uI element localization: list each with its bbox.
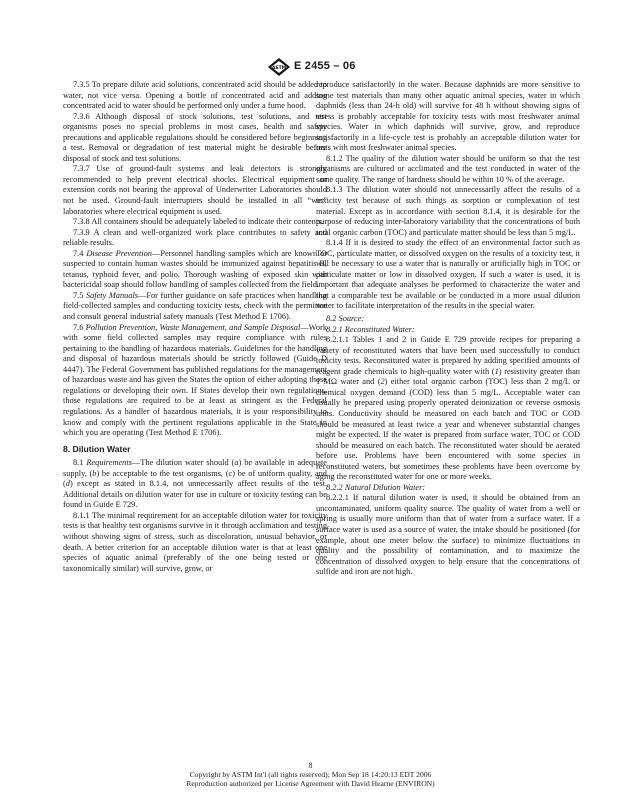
footer-line: Reproduction authorized per License Agreement with David Hearne (ENVIRON): [186, 779, 435, 788]
paragraph: 7.3.7 Use of ground-fault systems and leak detectors is strongly recommended to help prevent electrical shocks. Electrical equipment or extension cords not bearing the approval of Underwriter Laboratories should not be used. Ground-fault interrupters should be installed in all “wet” laboratories where electrical equipment is used.: [63, 164, 327, 216]
paragraph: 8.2.2.1 If natural dilution water is used, it should be obtained from an uncontaminated, uniform quality source. The quality of water from a well or spring is usually more uniform than that of water from a surface water. If a surface water is used as a source of water, the intake should be positioned (for example, about one meter below the surface) to minimize fluctuations in quality and the possibility of contamination, and to maximize the concentration of dissolved oxygen to help ensure that the concentrations of sulfide and iron are not high.: [316, 493, 580, 577]
paragraph: 8.1 Requirements—The dilution water should (a) be available in adequate supply, (b) be acceptable to the test organisms, (c) be of uniform quality, and (d) except as stated in 8.1.4, not unnecessarily affect results of the test. Additional details on dilution water for use in culture or toxicity testing can be found in Guide E 729.: [63, 458, 327, 510]
svg-text:ASTM: ASTM: [271, 66, 287, 71]
subsection-heading: 8.2 Source:: [326, 314, 365, 324]
subsection-heading: 8.2.2 Natural Dilution Water:: [326, 482, 426, 492]
paragraph: 8.1.3 The dilution water should not unnecessarily affect the results of a toxicity test because of such things as sorption or complexation of test material. Except as in accordance with section 8.1.4, it is desirable for the purpose of reducing inter-laboratory variability that the concentrations of both total organic carbon (TOC) and particulate matter should be less than 5 mg/L.: [316, 185, 580, 237]
paragraph: 7.3.8 All containers should be adequately labeled to indicate their contents.: [73, 217, 324, 227]
page-number: 8: [308, 761, 313, 770]
paragraph: 8.1.1 The minimal requirement for an acceptable dilution water for toxicity tests is that healthy test organisms survive in it through acclimation and testing without showing signs of stress, such as discoloration, unusual behavior, or death. A better criterion for an acceptable dilution water is that at least one species of aquatic animal (preferably of the one being tested or one taxonomically similar) will survive, grow, or: [63, 510, 327, 573]
page-header: [0, 58, 621, 78]
copyright-footer: [0, 770, 621, 788]
paragraph: reproduce satisfactorily in the water. Because daphnids are more sensitive to some test materials than many other aquatic animal species, water in which daphnids (less than 24-h old) will survive for 48 h without showing signs of stress is probably acceptable for toxicity tests with most freshwater animal species. Water in which daphnids will survive, grow, and reproduce satisfactorily in a life-cycle test is probably an acceptable dilution water for tests with most freshwater animal species.: [316, 80, 580, 153]
paragraph: 7.3.5 To prepare dilute acid solutions, concentrated acid should be added to water, not vice versa. Opening a bottle of concentrated acid and adding concentrated acid to water should be performed only under a fume hood.: [63, 80, 327, 111]
paragraph: 7.3.9 A clean and well-organized work place contributes to safety and reliable results.: [63, 227, 327, 248]
paragraph: 7.6 Pollution Prevention, Waste Management, and Sample Disposal—Work with some field collected samples may require compliance with rules pertaining to the handling of hazardous materials. Guidelines for the handling and disposal of hazardous materials should be strictly followed (Guide D 4447). The Federal Government has published regulations for the management of hazardous waste and has given the States the option of either adopting those regulations or developing their own. If States develop their own regulations, those regulations are required to be at least as stringent as the Federal regulations. As a handler of hazardous materials, it is your responsibility to know and comply with the pertinent regulations applicable in the State in which you are operating (Test Method E 1706).: [63, 322, 327, 438]
subsection-heading: 8.2.1 Reconstituted Water:: [326, 324, 415, 334]
paragraph: 7.3.6 Although disposal of stock solutions, test solutions, and test organisms poses no special problems in most cases, health and safety precautions and applicable regulations should be considered before beginning a test. Removal or degradation of test material might be desirable before disposal of stock and test solutions.: [63, 111, 327, 163]
right-column: [316, 80, 580, 578]
left-column: [63, 80, 327, 574]
paragraph: 8.1.2 The quality of the dilution water should be uniform so that the test organisms are cultured or acclimated and the test conducted in water of the same quality. The range of hardness should be within 10 % of the average.: [316, 153, 580, 184]
paragraph: 8.2.1.1 Tables 1 and 2 in Guide E 729 provide recipes for preparing a variety of reconstituted waters that have been used successfully to conduct toxicity tests. Reconstituted water is prepared by adding specified amounts of reagent grade chemicals to high-quality water with (1) resistivity greater than 1 MΩ water and (2) either total organic carbon (TOC) less than 2 mg/L or chemical oxygen demand (COD) less than 5 mg/L. Acceptable water can usually be prepared using properly operated deionization or reverse osmosis units. Conductivity should be measured on each batch and TOC or COD should be measured at least twice a year and whenever substantial changes might be expected. If the water is prepared from surface water, TOC or COD should be measured on each batch. The reconstituted water should be aerated before use. Problems have been encountered with some species in reconstituted waters, but sometimes these problems have been overcome by aging the reconstituted water for one or more weeks.: [316, 335, 580, 482]
footer-line: Copyright by ASTM Int'l (all rights reserved); Mon Sep 18 14:20:13 EDT 2006: [189, 770, 432, 779]
section-heading: 8. Dilution Water: [63, 443, 131, 454]
paragraph: 7.5 Safety Manuals—For further guidance on safe practices when handling field-collected samples and conducting toxicity tests, check with the permittee and consult general industrial safety manuals (Test Method E 1706).: [63, 290, 327, 322]
astm-logo-icon: [268, 58, 290, 76]
paragraph: 7.4 Disease Prevention—Personnel handling samples which are known or suspected to contain human wastes should be immunized against hepatitis B, tetanus, typhoid fever, and polio. Thorough washing of exposed skin with bactericidal soap should follow handling of samples collected from the field.: [63, 248, 327, 290]
paragraph: 8.1.4 If it is desired to study the effect of an environmental factor such as TOC, particulate matter, or dissolved oxygen on the results of a toxicity test, it will be necessary to use a water that is naturally or artificially high in TOC or particulate matter or low in dissolved oxygen. If such a water is used, it is important that adequate analyses be performed to characterize the water and that a comparable test be available or be conducted in a more usual dilution water to facilitate interpretation of the results in the special water.: [316, 238, 580, 311]
standard-designation: E 2455 – 06: [294, 60, 356, 72]
